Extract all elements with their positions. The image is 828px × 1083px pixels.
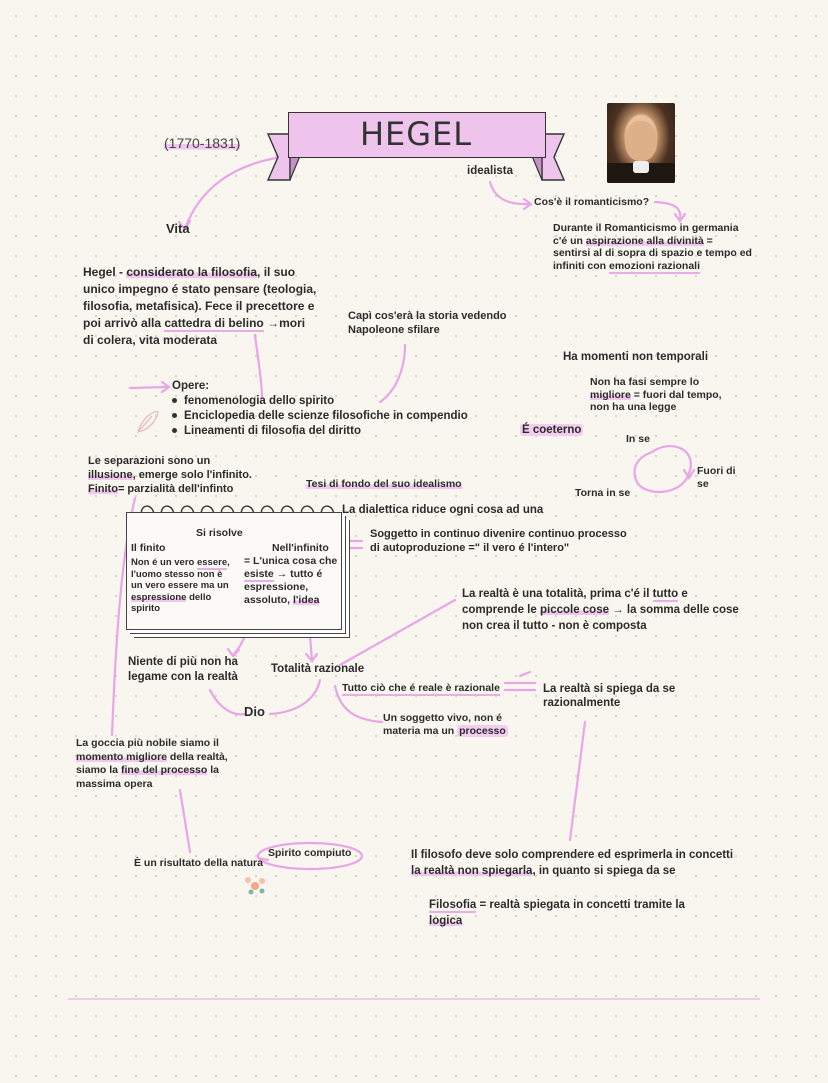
filosofo-text: Il filosofo deve solo comprendere ed esprimerla in concetti la realtà non spiegarla, in quanto si spiega da se bbox=[411, 849, 734, 877]
opere-item: fenomenologia dello spirito bbox=[172, 394, 468, 409]
dialettica-label: La dialettica riduce ogni cosa ad una bbox=[342, 504, 544, 516]
opere-item: Lineamenti di filosofia del diritto bbox=[172, 424, 468, 439]
vita-text: Hegel - considerato la filosofia, il suo unico impegno é stato pensare (teologia, filosofia, metafisica). Fece il precettore e poi arrivò alla cattedra di belino →mori di colera, vita moderata bbox=[83, 265, 317, 347]
in-se-label: In se bbox=[626, 433, 650, 445]
infinito-heading: Nell'infinito bbox=[272, 542, 329, 554]
infinito-text: = L'unica cosa che esiste → tutto é espressione, assoluto, l'idea bbox=[244, 555, 338, 606]
goccia-text: La goccia più nobile siamo il momento migliore della realtà, siamo la fine del processo la massima opera bbox=[76, 737, 228, 790]
page-title: HEGEL bbox=[359, 115, 473, 153]
spiega-text: La realtà si spiega da se razionalmente bbox=[543, 683, 676, 709]
torna-label: Torna in se bbox=[575, 487, 631, 499]
romanticismo-text: Durante il Romanticismo in germania c'é un aspirazione alla divinità = sentirsi al di sopra di spazio e tempo ed infiniti con emozioni razionali bbox=[553, 222, 752, 272]
soggetto-text: Soggetto in continuo divenire continuo processo di autoproduzione =" il vero é l'intero" bbox=[370, 528, 627, 554]
opere-list bbox=[172, 394, 468, 439]
risultato-label: È un risultato della natura bbox=[134, 857, 263, 869]
filosofia-text: Filosofia = realtà spiegata in concetti tramite la logica bbox=[429, 899, 685, 927]
bottom-divider bbox=[68, 998, 760, 1000]
romanticismo-question: Cos'è il romanticismo? bbox=[534, 196, 650, 208]
finito-heading: Il finito bbox=[131, 542, 166, 554]
dio-label: Dio bbox=[244, 704, 265, 719]
napoleone-text: Capì cos'erà la storia vedendo Napoleone sfilare bbox=[348, 310, 507, 336]
niente-text: Niente di più non ha legame con la realtà bbox=[128, 656, 238, 683]
fuori-di-se-label: Fuori di se bbox=[697, 465, 736, 490]
momenti-text: Non ha fasi sempre lo migliore = fuori dal tempo, non ha una legge bbox=[590, 376, 722, 413]
momenti-heading: Ha momenti non temporali bbox=[563, 351, 709, 363]
realta-text: La realtà è una totalità, prima c'é il tutto e comprende le piccole cose → la somma delle cose non crea il tutto - non è composta bbox=[462, 588, 739, 632]
totalita-label: Totalità razionale bbox=[271, 663, 365, 675]
spirito-label: Spirito compiuto bbox=[268, 847, 352, 859]
vita-heading: Vita bbox=[166, 221, 190, 236]
separazioni-text: Le separazioni sono un illusione, emerge solo l'infinito. Finito= parzialità dell'infinto bbox=[88, 455, 252, 495]
si-risolve-label: Si risolve bbox=[196, 527, 243, 539]
tesi-label: Tesi di fondo del suo idealismo bbox=[306, 478, 462, 490]
vivo-text: Un soggetto vivo, non é materia ma un processo bbox=[383, 712, 506, 737]
coeterno-label: É coeterno bbox=[522, 424, 582, 436]
idealista-label: idealista bbox=[467, 165, 514, 177]
reale-label: Tutto ciò che é reale è razionale bbox=[342, 682, 500, 694]
opere-heading: Opere: bbox=[172, 380, 210, 392]
dates: (1770-1831) bbox=[164, 135, 241, 151]
hegel-portrait bbox=[607, 103, 675, 183]
opere-item: Enciclopedia delle scienze filosofiche in compendio bbox=[172, 409, 468, 424]
finito-text: Non é un vero essere, l'uomo stesso non è un vero essere ma un espressione dello spirito bbox=[131, 557, 230, 614]
